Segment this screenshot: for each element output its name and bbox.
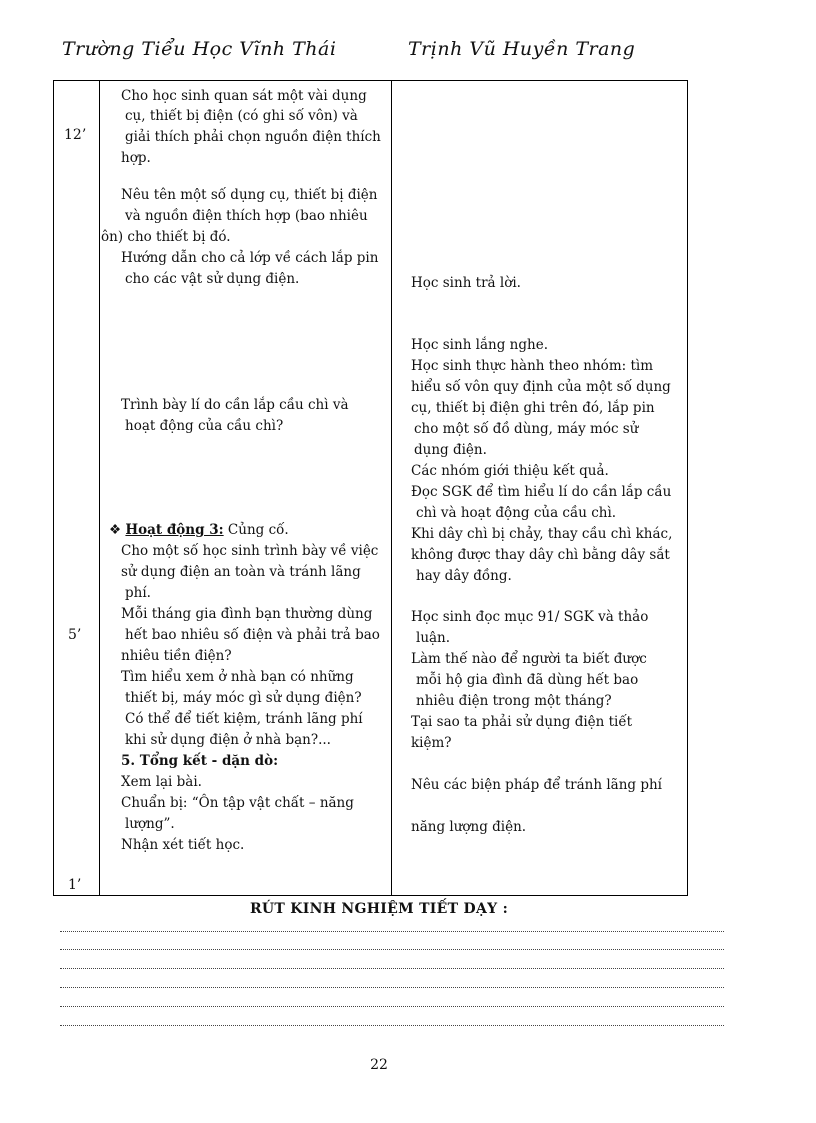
student-line: nhiêu điện trong một tháng? [416, 693, 612, 709]
teacher-line: Hướng dẫn cho cả lớp về cách lắp pin [121, 250, 379, 266]
notes-dotted-line [60, 1006, 724, 1007]
teacher-line: khi sử dụng điện ở nhà bạn?... [125, 732, 331, 748]
time-cell: 12’ [64, 127, 87, 143]
student-line: Học sinh lắng nghe. [411, 337, 548, 353]
student-line: kiệm? [411, 735, 452, 751]
notes-dotted-line [60, 931, 724, 932]
student-line: Nêu các biện pháp để tránh lãng phí [411, 777, 662, 793]
student-line: Học sinh thực hành theo nhóm: tìm [411, 358, 653, 374]
time-cell: 1’ [68, 877, 82, 893]
student-line: Các nhóm giới thiệu kết quả. [411, 463, 609, 479]
student-line: cụ, thiết bị điện ghi trên đó, lắp pin [411, 400, 655, 416]
student-line: hiểu số vôn quy định của một số dụng [411, 379, 671, 395]
student-line: Học sinh trả lời. [411, 275, 521, 291]
student-line: Học sinh đọc mục 91/ SGK và thảo [411, 609, 649, 625]
student-line: dụng điện. [414, 442, 487, 458]
student-line: chì và hoạt động của cầu chì. [416, 505, 617, 521]
teacher-line: Chuẩn bị: “Ôn tập vật chất – năng [121, 795, 354, 811]
teacher-line: Nhận xét tiết học. [121, 837, 245, 853]
teacher-line: và nguồn điện thích hợp (bao nhiêu [125, 208, 368, 224]
student-line: năng lượng điện. [411, 819, 527, 835]
teacher-line: ôn) cho thiết bị đó. [101, 229, 231, 245]
summary-heading: 5. Tổng kết - dặn dò: [121, 753, 279, 769]
student-line: Khi dây chì bị chảy, thay cầu chì khác, [411, 526, 673, 542]
header-teacher-name: Trịnh Vũ Huyền Trang [408, 38, 636, 60]
teacher-line: cho các vật sử dụng điện. [125, 271, 300, 287]
student-line: Làm thế nào để người ta biết được [411, 651, 647, 667]
teacher-line: lượng”. [125, 816, 175, 832]
teacher-line: phí. [125, 585, 151, 601]
teacher-line: Mỗi tháng gia đình bạn thường dùng [121, 606, 373, 622]
teacher-line: Tìm hiểu xem ở nhà bạn có những [121, 669, 354, 685]
notes-dotted-line [60, 968, 724, 969]
teacher-line: Xem lại bài. [121, 774, 202, 790]
teacher-line: Cho một số học sinh trình bày về việc [121, 543, 379, 559]
time-cell: 5’ [68, 627, 82, 643]
teacher-line: nhiêu tiền điện? [121, 648, 232, 664]
header-school-name: Trường Tiểu Học Vĩnh Thái [62, 38, 337, 60]
teacher-line: hợp. [121, 150, 151, 166]
notes-dotted-line [60, 949, 724, 950]
activity-3-label: Hoạt động 3: [125, 522, 224, 538]
student-line: luận. [416, 630, 451, 646]
lesson-notes-title: RÚT KINH NGHIỆM TIẾT DẠY : [249, 901, 509, 917]
column-divider-time [99, 81, 100, 895]
teacher-line: sử dụng điện an toàn và tránh lãng [121, 564, 361, 580]
lesson-table [53, 80, 688, 896]
teacher-line: cụ, thiết bị điện (có ghi số vôn) và [125, 108, 358, 124]
student-line: hay dây đồng. [416, 568, 512, 584]
student-line: Đọc SGK để tìm hiểu lí do cần lắp cầu [411, 484, 672, 500]
page-number: 22 [370, 1057, 388, 1073]
teacher-line: Nêu tên một số dụng cụ, thiết bị điện [121, 187, 378, 203]
diamond-bullet-icon: ❖ [109, 522, 122, 538]
column-divider-activities [391, 81, 392, 895]
teacher-line: hết bao nhiêu số điện và phải trả bao [125, 627, 380, 643]
teacher-line: thiết bị, máy móc gì sử dụng điện? [125, 690, 362, 706]
teacher-line: Trình bày lí do cần lắp cầu chì và [121, 397, 349, 413]
teacher-line: giải thích phải chọn nguồn điện thích [125, 129, 381, 145]
student-line: Tại sao ta phải sử dụng điện tiết [411, 714, 633, 730]
notes-dotted-line [60, 987, 724, 988]
student-line: mỗi hộ gia đình đã dùng hết bao [416, 672, 639, 688]
activity-3-heading [109, 520, 289, 540]
teacher-line: Có thể để tiết kiệm, tránh lãng phí [125, 711, 363, 727]
student-line: không được thay dây chì bằng dây sắt [411, 547, 670, 563]
student-line: cho một số đồ dùng, máy móc sử [414, 421, 639, 437]
notes-dotted-line [60, 1025, 724, 1026]
teacher-line: Cho học sinh quan sát một vài dụng [121, 88, 367, 104]
teacher-line: hoạt động của cầu chì? [125, 418, 284, 434]
activity-3-title: Củng cố. [227, 522, 289, 538]
